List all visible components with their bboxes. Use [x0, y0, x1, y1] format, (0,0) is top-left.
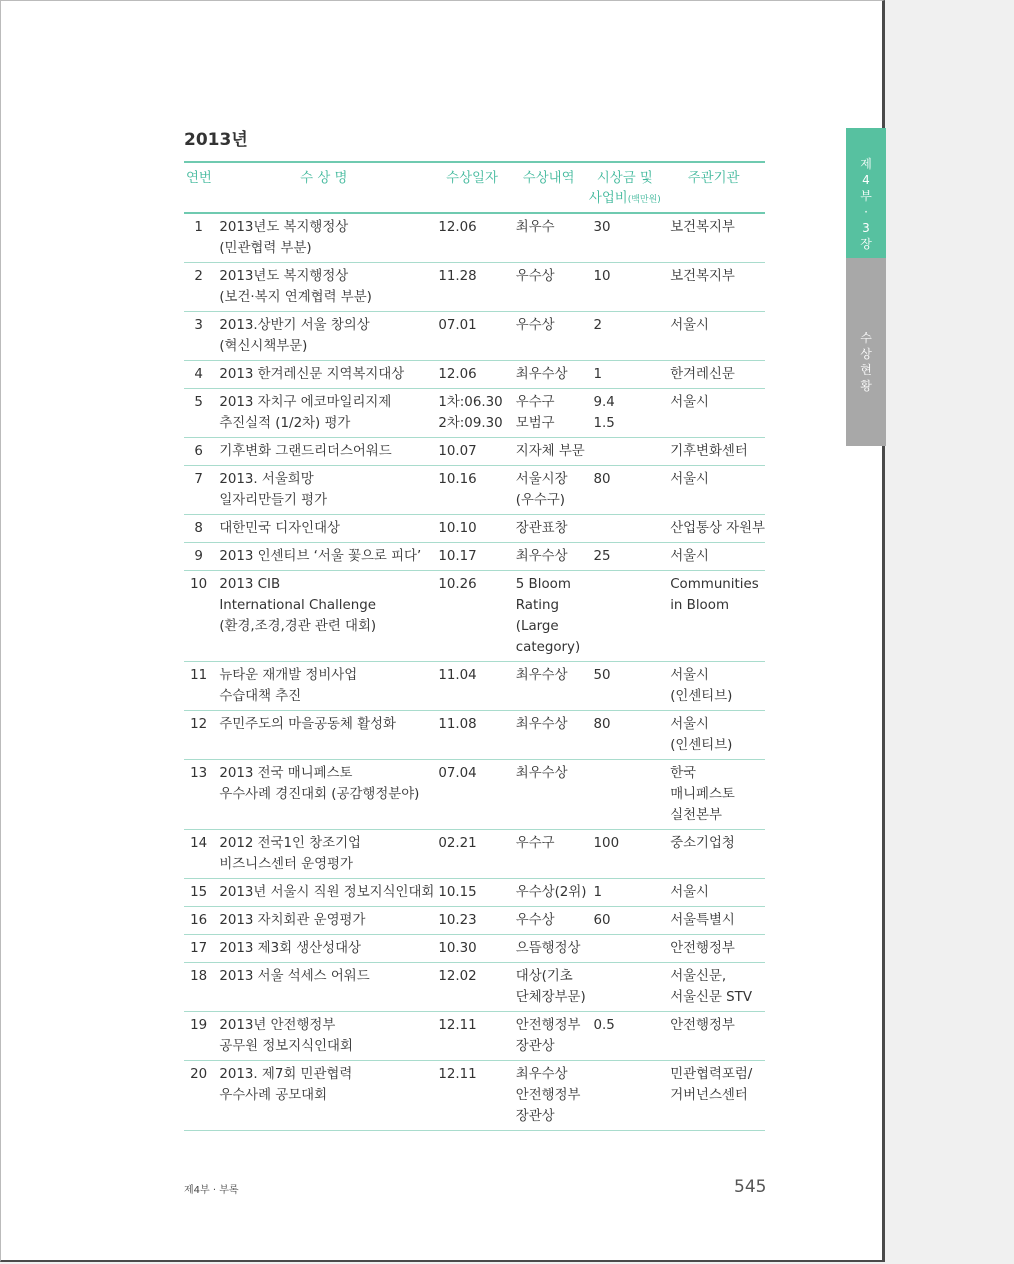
cell-no: 19 [184, 1012, 213, 1061]
cell-award-name: 2013. 서울희망 일자리만들기 평가 [213, 466, 434, 515]
cell-date: 10.17 [434, 543, 509, 571]
cell-amount: 80 [588, 711, 663, 760]
cell-no: 3 [184, 312, 213, 361]
cell-award-name: 2013년도 복지행정상 (민관협력 부분) [213, 214, 434, 263]
cell-no: 17 [184, 935, 213, 963]
cell-award-name: 2013 자치구 에코마일리지제 추진실적 (1/2차) 평가 [213, 389, 434, 438]
table-row [184, 760, 765, 830]
cell-award-type: 우수구 모범구 [510, 389, 588, 438]
header-name: 수 상 명 [213, 161, 434, 214]
section-tab-label: 수 상 현 황 [860, 331, 872, 393]
cell-award-name: 주민주도의 마을공동체 활성화 [213, 711, 434, 760]
cell-amount: 100 [588, 830, 663, 879]
cell-organizer: 서울신문, 서울신문 STV [662, 963, 765, 1012]
table-row [184, 963, 765, 1012]
cell-award-name: 2013년 서울시 직원 정보지식인대회 [213, 879, 434, 907]
cell-award-type: 우수상(2위) [510, 879, 588, 907]
cell-date: 12.02 [434, 963, 509, 1012]
cell-date: 10.10 [434, 515, 509, 543]
cell-organizer: 서울시 (인센티브) [662, 711, 765, 760]
table-row [184, 935, 765, 963]
cell-amount: 30 [588, 214, 663, 263]
cell-organizer: 서울시 [662, 312, 765, 361]
cell-award-name: 2013 서울 석세스 어워드 [213, 963, 434, 1012]
cell-date: 12.11 [434, 1012, 509, 1061]
cell-award-type: 최우수상 안전행정부 장관상 [510, 1061, 588, 1131]
cell-amount: 60 [588, 907, 663, 935]
cell-organizer: Communities in Bloom [662, 571, 765, 662]
table-body [184, 214, 765, 1131]
cell-award-name: 2013 CIB International Challenge (환경,조경,경관 관련 대회) [213, 571, 434, 662]
table-row [184, 879, 765, 907]
cell-award-type: 대상(기초 단체장부문) [510, 963, 588, 1012]
cell-award-type: 최우수상 [510, 711, 588, 760]
cell-date: 11.04 [434, 662, 509, 711]
header-award: 수상내역 [510, 161, 588, 214]
cell-amount [588, 438, 663, 466]
table-row [184, 466, 765, 515]
table-row [184, 711, 765, 760]
cell-no: 18 [184, 963, 213, 1012]
table-row [184, 662, 765, 711]
table-row [184, 263, 765, 312]
cell-organizer: 한겨레신문 [662, 361, 765, 389]
cell-amount: 50 [588, 662, 663, 711]
table-row [184, 312, 765, 361]
cell-amount: 2 [588, 312, 663, 361]
cell-award-name: 2013년 안전행정부 공무원 정보지식인대회 [213, 1012, 434, 1061]
table-header-row [184, 161, 765, 214]
cell-organizer: 한국 매니페스토 실천본부 [662, 760, 765, 830]
header-amount [588, 161, 663, 214]
cell-date: 10.07 [434, 438, 509, 466]
cell-award-type: 5 Bloom Rating (Large category) [510, 571, 588, 662]
cell-award-type: 우수상 [510, 312, 588, 361]
cell-date: 10.16 [434, 466, 509, 515]
cell-award-type: 최우수상 [510, 760, 588, 830]
header-amount-line1: 시상금 및 [596, 171, 653, 186]
table-row [184, 361, 765, 389]
cell-award-type: 최우수상 [510, 662, 588, 711]
cell-date: 02.21 [434, 830, 509, 879]
cell-amount [588, 515, 663, 543]
cell-award-type: 으뜸행정상 [510, 935, 588, 963]
cell-no: 10 [184, 571, 213, 662]
cell-date: 12.11 [434, 1061, 509, 1131]
cell-amount [588, 571, 663, 662]
cell-award-name: 2013 제3회 생산성대상 [213, 935, 434, 963]
cell-award-type: 안전행정부 장관상 [510, 1012, 588, 1061]
cell-award-name: 뉴타운 재개발 정비사업 수습대책 추진 [213, 662, 434, 711]
cell-date: 10.30 [434, 935, 509, 963]
cell-date: 1차:06.30 2차:09.30 [434, 389, 509, 438]
cell-no: 8 [184, 515, 213, 543]
cell-award-type: 최우수상 [510, 361, 588, 389]
table-row [184, 1061, 765, 1131]
cell-organizer: 서울시 [662, 389, 765, 438]
cell-no: 14 [184, 830, 213, 879]
cell-amount [588, 935, 663, 963]
table-row [184, 830, 765, 879]
cell-organizer: 안전행정부 [662, 1012, 765, 1061]
cell-no: 4 [184, 361, 213, 389]
cell-award-name: 기후변화 그랜드리더스어워드 [213, 438, 434, 466]
table-row [184, 571, 765, 662]
cell-amount: 9.4 1.5 [588, 389, 663, 438]
cell-award-type: 지자체 부문 [510, 438, 588, 466]
cell-organizer: 보건복지부 [662, 263, 765, 312]
cell-award-type: 우수구 [510, 830, 588, 879]
cell-no: 16 [184, 907, 213, 935]
cell-organizer: 서울시 [662, 879, 765, 907]
cell-award-name: 2013 인센티브 ‘서울 꽃으로 피다’ [213, 543, 434, 571]
cell-organizer: 보건복지부 [662, 214, 765, 263]
cell-no: 9 [184, 543, 213, 571]
table-row [184, 389, 765, 438]
cell-date: 07.04 [434, 760, 509, 830]
cell-no: 6 [184, 438, 213, 466]
cell-date: 11.08 [434, 711, 509, 760]
cell-organizer: 민관협력포럼/ 거버넌스센터 [662, 1061, 765, 1131]
cell-organizer: 기후변화센터 [662, 438, 765, 466]
cell-date: 10.15 [434, 879, 509, 907]
table-row [184, 515, 765, 543]
year-heading: 2013년 [184, 130, 248, 150]
cell-amount: 1 [588, 879, 663, 907]
table-row [184, 214, 765, 263]
cell-amount [588, 963, 663, 1012]
cell-organizer: 서울시 [662, 543, 765, 571]
cell-no: 1 [184, 214, 213, 263]
cell-award-name: 대한민국 디자인대상 [213, 515, 434, 543]
cell-date: 10.26 [434, 571, 509, 662]
cell-award-name: 2012 전국1인 창조기업 비즈니스센터 운영평가 [213, 830, 434, 879]
table-row [184, 438, 765, 466]
cell-no: 7 [184, 466, 213, 515]
cell-award-name: 2013 한겨레신문 지역복지대상 [213, 361, 434, 389]
cell-award-name: 2013년도 복지행정상 (보건·복지 연계협력 부분) [213, 263, 434, 312]
cell-no: 11 [184, 662, 213, 711]
cell-amount: 25 [588, 543, 663, 571]
chapter-tab-label: 제 4 부 · 3 장 [860, 157, 872, 251]
cell-award-name: 2013 자치회관 운영평가 [213, 907, 434, 935]
cell-organizer: 서울특별시 [662, 907, 765, 935]
cell-no: 12 [184, 711, 213, 760]
cell-amount: 80 [588, 466, 663, 515]
cell-date: 12.06 [434, 361, 509, 389]
cell-no: 5 [184, 389, 213, 438]
chapter-tab[interactable] [846, 128, 886, 258]
table-row [184, 1012, 765, 1061]
header-amount-line2: 사업비 [588, 191, 628, 206]
cell-organizer: 안전행정부 [662, 935, 765, 963]
header-amount-unit: (백만원) [627, 195, 661, 205]
cell-no: 13 [184, 760, 213, 830]
cell-organizer: 중소기업청 [662, 830, 765, 879]
cell-award-type: 최우수 [510, 214, 588, 263]
header-no: 연번 [184, 161, 213, 214]
cell-date: 11.28 [434, 263, 509, 312]
table-row [184, 907, 765, 935]
cell-amount: 10 [588, 263, 663, 312]
cell-amount [588, 1061, 663, 1131]
cell-organizer: 서울시 (인센티브) [662, 662, 765, 711]
cell-amount: 1 [588, 361, 663, 389]
cell-award-type: 서울시장 (우수구) [510, 466, 588, 515]
header-date: 수상일자 [434, 161, 509, 214]
cell-award-type: 우수상 [510, 263, 588, 312]
header-org: 주관기관 [662, 161, 765, 214]
section-tab[interactable] [846, 258, 886, 446]
cell-organizer: 서울시 [662, 466, 765, 515]
cell-organizer: 산업통상 자원부 [662, 515, 765, 543]
cell-award-name: 2013. 제7회 민관협력 우수사례 공모대회 [213, 1061, 434, 1131]
cell-no: 20 [184, 1061, 213, 1131]
table-row [184, 543, 765, 571]
footer-section-label: 제4부 · 부록 [184, 1185, 239, 1196]
cell-award-type: 우수상 [510, 907, 588, 935]
cell-date: 12.06 [434, 214, 509, 263]
cell-award-type: 장관표창 [510, 515, 588, 543]
cell-date: 07.01 [434, 312, 509, 361]
awards-table [184, 161, 765, 1131]
cell-amount: 0.5 [588, 1012, 663, 1061]
cell-award-type: 최우수상 [510, 543, 588, 571]
cell-award-name: 2013.상반기 서울 창의상 (혁신시책부문) [213, 312, 434, 361]
cell-date: 10.23 [434, 907, 509, 935]
cell-no: 15 [184, 879, 213, 907]
cell-no: 2 [184, 263, 213, 312]
page-number: 545 [734, 1177, 767, 1197]
cell-amount [588, 760, 663, 830]
cell-award-name: 2013 전국 매니페스토 우수사례 경진대회 (공감행정분야) [213, 760, 434, 830]
